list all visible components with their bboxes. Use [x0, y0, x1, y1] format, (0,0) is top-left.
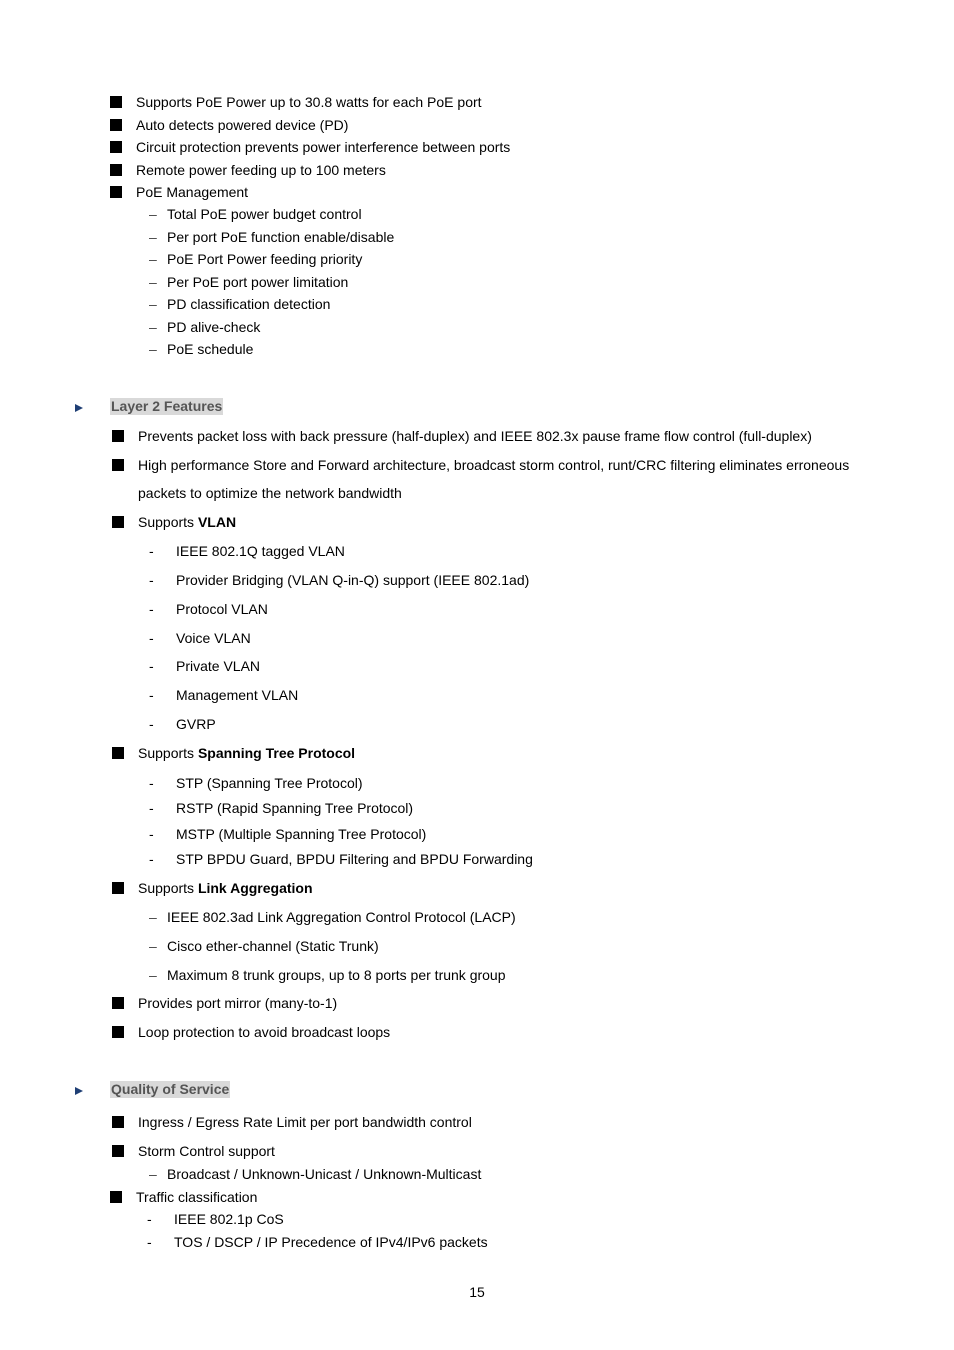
sub-list-item: Private VLAN — [176, 658, 261, 674]
section-title: Layer 2 Features — [111, 398, 223, 414]
hyphen-bullet-icon: - — [149, 658, 154, 674]
square-bullet-icon — [112, 1026, 124, 1038]
sub-list-item: PD classification detection — [167, 296, 331, 312]
sub-list-item: RSTP (Rapid Spanning Tree Protocol) — [176, 800, 414, 816]
square-bullet-icon — [112, 516, 124, 528]
list-item: Provides port mirror (many-to-1) — [138, 995, 338, 1011]
sub-list-item: Maximum 8 trunk groups, up to 8 ports per trunk group — [167, 967, 506, 983]
sub-list-item: IEEE 802.1p CoS — [174, 1211, 284, 1227]
dash-bullet-icon: – — [149, 1166, 157, 1182]
hyphen-bullet-icon: - — [149, 775, 154, 791]
hyphen-bullet-icon: - — [149, 800, 154, 816]
hyphen-bullet-icon: - — [149, 687, 154, 703]
square-bullet-icon — [110, 96, 122, 108]
list-item-stp — [138, 744, 355, 762]
square-bullet-icon — [110, 1191, 122, 1203]
vlan-label: VLAN — [197, 514, 237, 530]
sub-list-item: MSTP (Multiple Spanning Tree Protocol) — [176, 826, 427, 842]
square-bullet-icon — [112, 1145, 124, 1157]
list-item: Auto detects powered device (PD) — [136, 117, 349, 133]
list-item: Circuit protection prevents power interference between ports — [136, 139, 511, 155]
list-item: Remote power feeding up to 100 meters — [136, 162, 386, 178]
hyphen-bullet-icon: - — [149, 572, 154, 588]
list-item: Prevents packet loss with back pressure (half-duplex) and IEEE 802.3x pause frame flow control (full-duplex) — [138, 428, 812, 444]
square-bullet-icon — [112, 1116, 124, 1128]
dash-bullet-icon: – — [149, 341, 157, 357]
sub-list-item: PD alive-check — [167, 319, 261, 335]
sub-list-item: Protocol VLAN — [176, 601, 268, 617]
sub-list-item: PoE schedule — [167, 341, 254, 357]
sub-list-item: STP BPDU Guard, BPDU Filtering and BPDU Forwarding — [176, 851, 533, 867]
sub-list-item: PoE Port Power feeding priority — [167, 251, 363, 267]
hyphen-bullet-icon: - — [147, 1211, 152, 1227]
list-item: Supports PoE Power up to 30.8 watts for each PoE port — [136, 94, 482, 110]
sub-list-item: STP (Spanning Tree Protocol) — [176, 775, 363, 791]
sub-list-item: IEEE 802.3ad Link Aggregation Control Protocol (LACP) — [167, 909, 516, 925]
hyphen-bullet-icon: - — [149, 826, 154, 842]
square-bullet-icon — [110, 186, 122, 198]
square-bullet-icon — [112, 882, 124, 894]
square-bullet-icon — [112, 747, 124, 759]
dash-bullet-icon: – — [149, 938, 157, 954]
hyphen-bullet-icon: - — [147, 1234, 152, 1250]
arrow-bullet-icon — [74, 1086, 84, 1096]
list-item: Storm Control support — [138, 1143, 275, 1159]
dash-bullet-icon: – — [149, 909, 157, 925]
sub-list-item: Provider Bridging (VLAN Q-in-Q) support (IEEE 802.1ad) — [176, 572, 530, 588]
list-item: Traffic classification — [136, 1189, 258, 1205]
page-number: 15 — [469, 1284, 485, 1300]
hyphen-bullet-icon: - — [149, 630, 154, 646]
sub-list-item: IEEE 802.1Q tagged VLAN — [176, 543, 345, 559]
sub-list-item: TOS / DSCP / IP Precedence of IPv4/IPv6 packets — [174, 1234, 488, 1250]
sub-list-item: Management VLAN — [176, 687, 299, 703]
list-item-continuation: packets to optimize the network bandwidth — [138, 485, 402, 501]
sub-list-item: Per PoE port power limitation — [167, 274, 349, 290]
dash-bullet-icon: – — [149, 251, 157, 267]
supports-prefix: Supports — [138, 514, 195, 530]
list-item: PoE Management — [136, 184, 249, 200]
sub-list-item: Cisco ether-channel (Static Trunk) — [167, 938, 379, 954]
dash-bullet-icon: – — [149, 206, 157, 222]
list-item: Ingress / Egress Rate Limit per port bandwidth control — [138, 1114, 472, 1130]
square-bullet-icon — [110, 141, 122, 153]
dash-bullet-icon: – — [149, 229, 157, 245]
sub-list-item: GVRP — [176, 716, 216, 732]
dash-bullet-icon: – — [149, 274, 157, 290]
sub-list-item: Broadcast / Unknown-Unicast / Unknown-Multicast — [167, 1166, 482, 1182]
square-bullet-icon — [112, 459, 124, 471]
list-item: High performance Store and Forward architecture, broadcast storm control, runt/CRC filtering eliminates erroneous — [138, 457, 850, 473]
list-item-lag — [138, 879, 313, 897]
square-bullet-icon — [112, 430, 124, 442]
list-item-vlan — [138, 513, 236, 531]
supports-prefix: Supports — [138, 745, 195, 761]
arrow-bullet-icon — [74, 403, 84, 413]
dash-bullet-icon: – — [149, 296, 157, 312]
list-item: Loop protection to avoid broadcast loops — [138, 1024, 391, 1040]
dash-bullet-icon: – — [149, 967, 157, 983]
hyphen-bullet-icon: - — [149, 851, 154, 867]
hyphen-bullet-icon: - — [149, 601, 154, 617]
square-bullet-icon — [110, 119, 122, 131]
sub-list-item: Per port PoE function enable/disable — [167, 229, 395, 245]
square-bullet-icon — [112, 997, 124, 1009]
square-bullet-icon — [110, 164, 122, 176]
hyphen-bullet-icon: - — [149, 543, 154, 559]
section-title: Quality of Service — [111, 1081, 230, 1097]
stp-label: Spanning Tree Protocol — [197, 745, 356, 761]
sub-list-item: Voice VLAN — [176, 630, 251, 646]
hyphen-bullet-icon: - — [149, 716, 154, 732]
supports-prefix: Supports — [138, 880, 195, 896]
lag-label: Link Aggregation — [197, 880, 313, 896]
sub-list-item: Total PoE power budget control — [167, 206, 362, 222]
dash-bullet-icon: – — [149, 319, 157, 335]
